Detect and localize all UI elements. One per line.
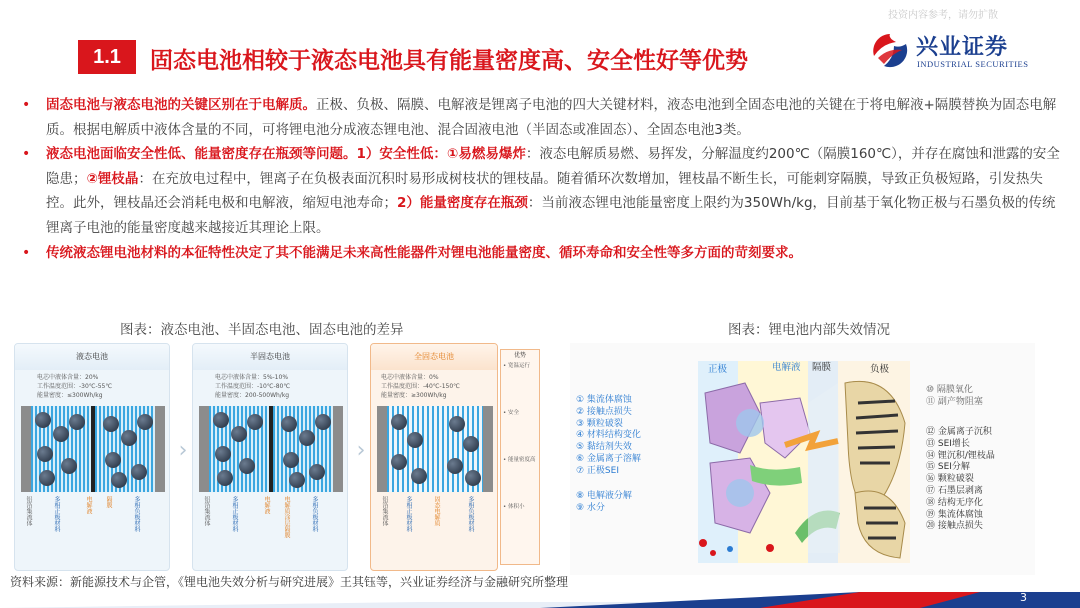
page-title: 固态电池相较于液态电池具有能量密度高、安全性好等优势 <box>150 48 748 74</box>
panel-info-line: 能量密度：≥300Wh/kg <box>381 392 447 399</box>
layer-label: 电解液 <box>85 496 92 514</box>
bullet-item <box>22 241 1062 266</box>
note-line: • 能量密度高 <box>503 457 536 463</box>
bullet-body: ：当前液态锂电池能量密度上限约为350Wh/kg，目前基于氧化物正极与石墨负极的传统锂离子电池的能量密度越来越接近其理论上限。 <box>46 195 1056 236</box>
failure-item: ⑧ 电解液分解 <box>576 491 632 501</box>
bullet-lead: 液态电池面临安全性低、能量密度存在瓶颈等问题。1）安全性低：①易燃易爆炸 <box>46 146 526 163</box>
failure-list-negative <box>926 427 995 533</box>
arrow-right-icon: › <box>178 438 188 463</box>
failure-item: ① 集流体腐蚀 <box>576 395 632 405</box>
note-line: • 体积小 <box>503 504 525 510</box>
panel-semi-solid <box>192 343 348 571</box>
failure-item: ⑮ SEI分解 <box>926 462 970 473</box>
failure-item: ⑦ 正极SEI <box>576 465 619 476</box>
failure-item: ⑳ 接触点损失 <box>926 521 983 532</box>
layer-label: 多相负极材料 <box>467 496 474 532</box>
source-note: 资料来源：新能源技术与企管，《锂电池失效分析与研究进展》王其钰等，兴业证券经济与金融研究所整理 <box>10 575 569 589</box>
figure-left-caption: 图表：液态电池、半固态电池、固态电池的差异 <box>120 322 404 338</box>
panel-info-line: 电芯中液体含量：20% <box>37 374 99 381</box>
bullet-item <box>22 142 1062 240</box>
layer-label: 固态电解质 <box>433 496 440 526</box>
arrow-right-icon: › <box>356 438 366 463</box>
layer-label: 多相正极材料 <box>405 496 412 532</box>
panel-title: 半固态电池 <box>193 344 347 370</box>
panel-layer-labels <box>201 496 341 566</box>
failure-item: ⑫ 金属离子沉积 <box>926 427 992 437</box>
bullet-dot: • <box>22 244 31 261</box>
bullet-list <box>22 93 1062 265</box>
label-positive: 正极 <box>708 364 728 375</box>
failure-item: ⑲ 集流体腐蚀 <box>926 509 983 520</box>
bullet-dot: • <box>22 146 31 163</box>
label-electrolyte: 电解液 <box>772 362 801 373</box>
logo-english-name: INDUSTRIAL SECURITIES <box>917 59 1029 69</box>
bullet-lead: 2）能量密度存在瓶颈 <box>397 195 528 212</box>
bullet-lead: ②锂枝晶 <box>86 170 139 187</box>
cell-diagram <box>21 406 165 492</box>
advantages-note-box <box>500 349 540 565</box>
panel-liquid <box>14 343 170 571</box>
bullet-body: ：液态电解质易燃、易挥发，分解温度约200℃（隔膜160℃），并存在腐蚀和泄露的安全隐患； <box>46 146 1060 187</box>
bullet-item <box>22 93 1062 142</box>
panel-info <box>371 370 497 404</box>
panel-info-line: 能量密度：200-500Wh/kg <box>215 392 290 399</box>
note-line: • 安全 <box>503 410 519 416</box>
failure-item: ⑯ 颗粒破裂 <box>926 474 974 485</box>
failure-item: ⑩ 隔膜氧化 <box>926 385 973 395</box>
failure-list-separator <box>926 385 983 409</box>
panel-info-line: 工作温度范围：-10℃-80℃ <box>215 383 291 390</box>
panel-title: 液态电池 <box>15 344 169 370</box>
failure-item: ⑥ 金属离子溶解 <box>576 453 641 464</box>
bullet-body: 正极、负极、隔膜、电解液是锂离子电池的四大关键材料，液态电池到全固态电池的关键在于将电解液+隔膜替换为固态电解质。根据电解质中液体含量的不同，可将锂电池分成液态锂电池、混合固液电池（半固态或准固态）、全固态电池3类。 <box>46 97 1057 138</box>
panel-info-line: 工作温度范围：-40℃-150℃ <box>381 383 460 390</box>
panel-layer-labels <box>23 496 163 566</box>
panel-layer-labels <box>379 496 498 566</box>
note-title: 优势 <box>513 352 526 359</box>
panel-title: 全固态电池 <box>371 344 497 370</box>
failure-item: ④ 材料结构变化 <box>576 430 641 441</box>
failure-item: ⑬ SEI增长 <box>926 438 970 449</box>
panel-info-line: 工作温度范围：-30℃-55℃ <box>37 383 113 390</box>
failure-item: ⑨ 水分 <box>576 502 605 513</box>
layer-label: 多相负极材料 <box>311 496 318 532</box>
bullet-dot: • <box>22 97 31 113</box>
bullet-body: ：在充放电过程中，锂离子在负极表面沉积时易形成树枝状的锂枝晶。随着循环次数增加，锂枝晶不断生长，可能刺穿隔膜，导致正负极短路，引发热失控。此外，锂枝晶还会消耗电极和电解液，缩短电池寿命； <box>46 170 1043 212</box>
failure-item: ⑱ 结构无序化 <box>926 497 983 508</box>
bullet-lead: 固态电池与液态电池的关键区别在于电解质。 <box>46 97 316 113</box>
failure-list-electrolyte <box>576 491 632 515</box>
note-line: • 宽温运行 <box>503 363 530 369</box>
failure-item: ② 接触点损失 <box>576 406 632 417</box>
logo-mark-icon <box>870 32 910 68</box>
panel-info-line: 电芯中液体含量：5%-10% <box>215 374 289 381</box>
layer-label: 多相负极材料 <box>133 496 140 532</box>
section-number-badge: 1.1 <box>78 40 136 74</box>
label-separator: 隔膜 <box>812 362 832 373</box>
failure-item: ③ 颗粒破裂 <box>576 418 623 429</box>
label-negative: 负极 <box>870 364 890 375</box>
layer-label: 隔膜 <box>105 496 112 508</box>
logo-chinese-name: 兴业证券 <box>916 34 1009 60</box>
layer-label: 多相正极材料 <box>53 496 60 532</box>
page-number: 3 <box>1020 591 1027 604</box>
cell-diagram <box>199 406 343 492</box>
footer-bar <box>0 590 1080 608</box>
failure-item: ⑭ 锂沉积/锂枝晶 <box>926 450 995 461</box>
battery-comparison-figure <box>14 343 542 573</box>
bullet-lead: 传统液态锂电池材料的本征特性决定了其不能满足未来高性能器件对锂电池能量密度、循环寿命和安全性等多方面的苛刻要求。 <box>46 244 802 261</box>
layer-label: 多相正极材料 <box>231 496 238 532</box>
layer-label: 电解质涂层隔膜 <box>283 496 290 538</box>
brand-logo <box>870 30 1060 72</box>
battery-failure-figure <box>570 343 1035 575</box>
failure-list-positive <box>576 395 641 478</box>
failure-item: ⑤ 黏结剂失效 <box>576 442 632 453</box>
panel-info <box>15 370 169 404</box>
layer-label: 铝箔集流体 <box>203 496 210 526</box>
panel-info-line: 能量密度：≤300Wh/kg <box>37 392 103 399</box>
panel-info-line: 电芯中液体含量：0% <box>381 374 439 381</box>
layer-label: 铝箔集流体 <box>25 496 32 526</box>
panel-info <box>193 370 347 404</box>
failure-item: ⑪ 副产物阻塞 <box>926 396 983 407</box>
layer-label: 电解液 <box>263 496 270 514</box>
layer-label: 铝箔集流体 <box>381 496 388 526</box>
watermark-text: 投资内容参考，请勿扩散 <box>888 10 998 21</box>
failure-item: ⑰ 石墨层剥离 <box>926 485 983 496</box>
figure-right-caption: 图表：锂电池内部失效情况 <box>728 322 890 338</box>
cell-diagram <box>377 406 493 492</box>
panel-solid <box>370 343 498 571</box>
